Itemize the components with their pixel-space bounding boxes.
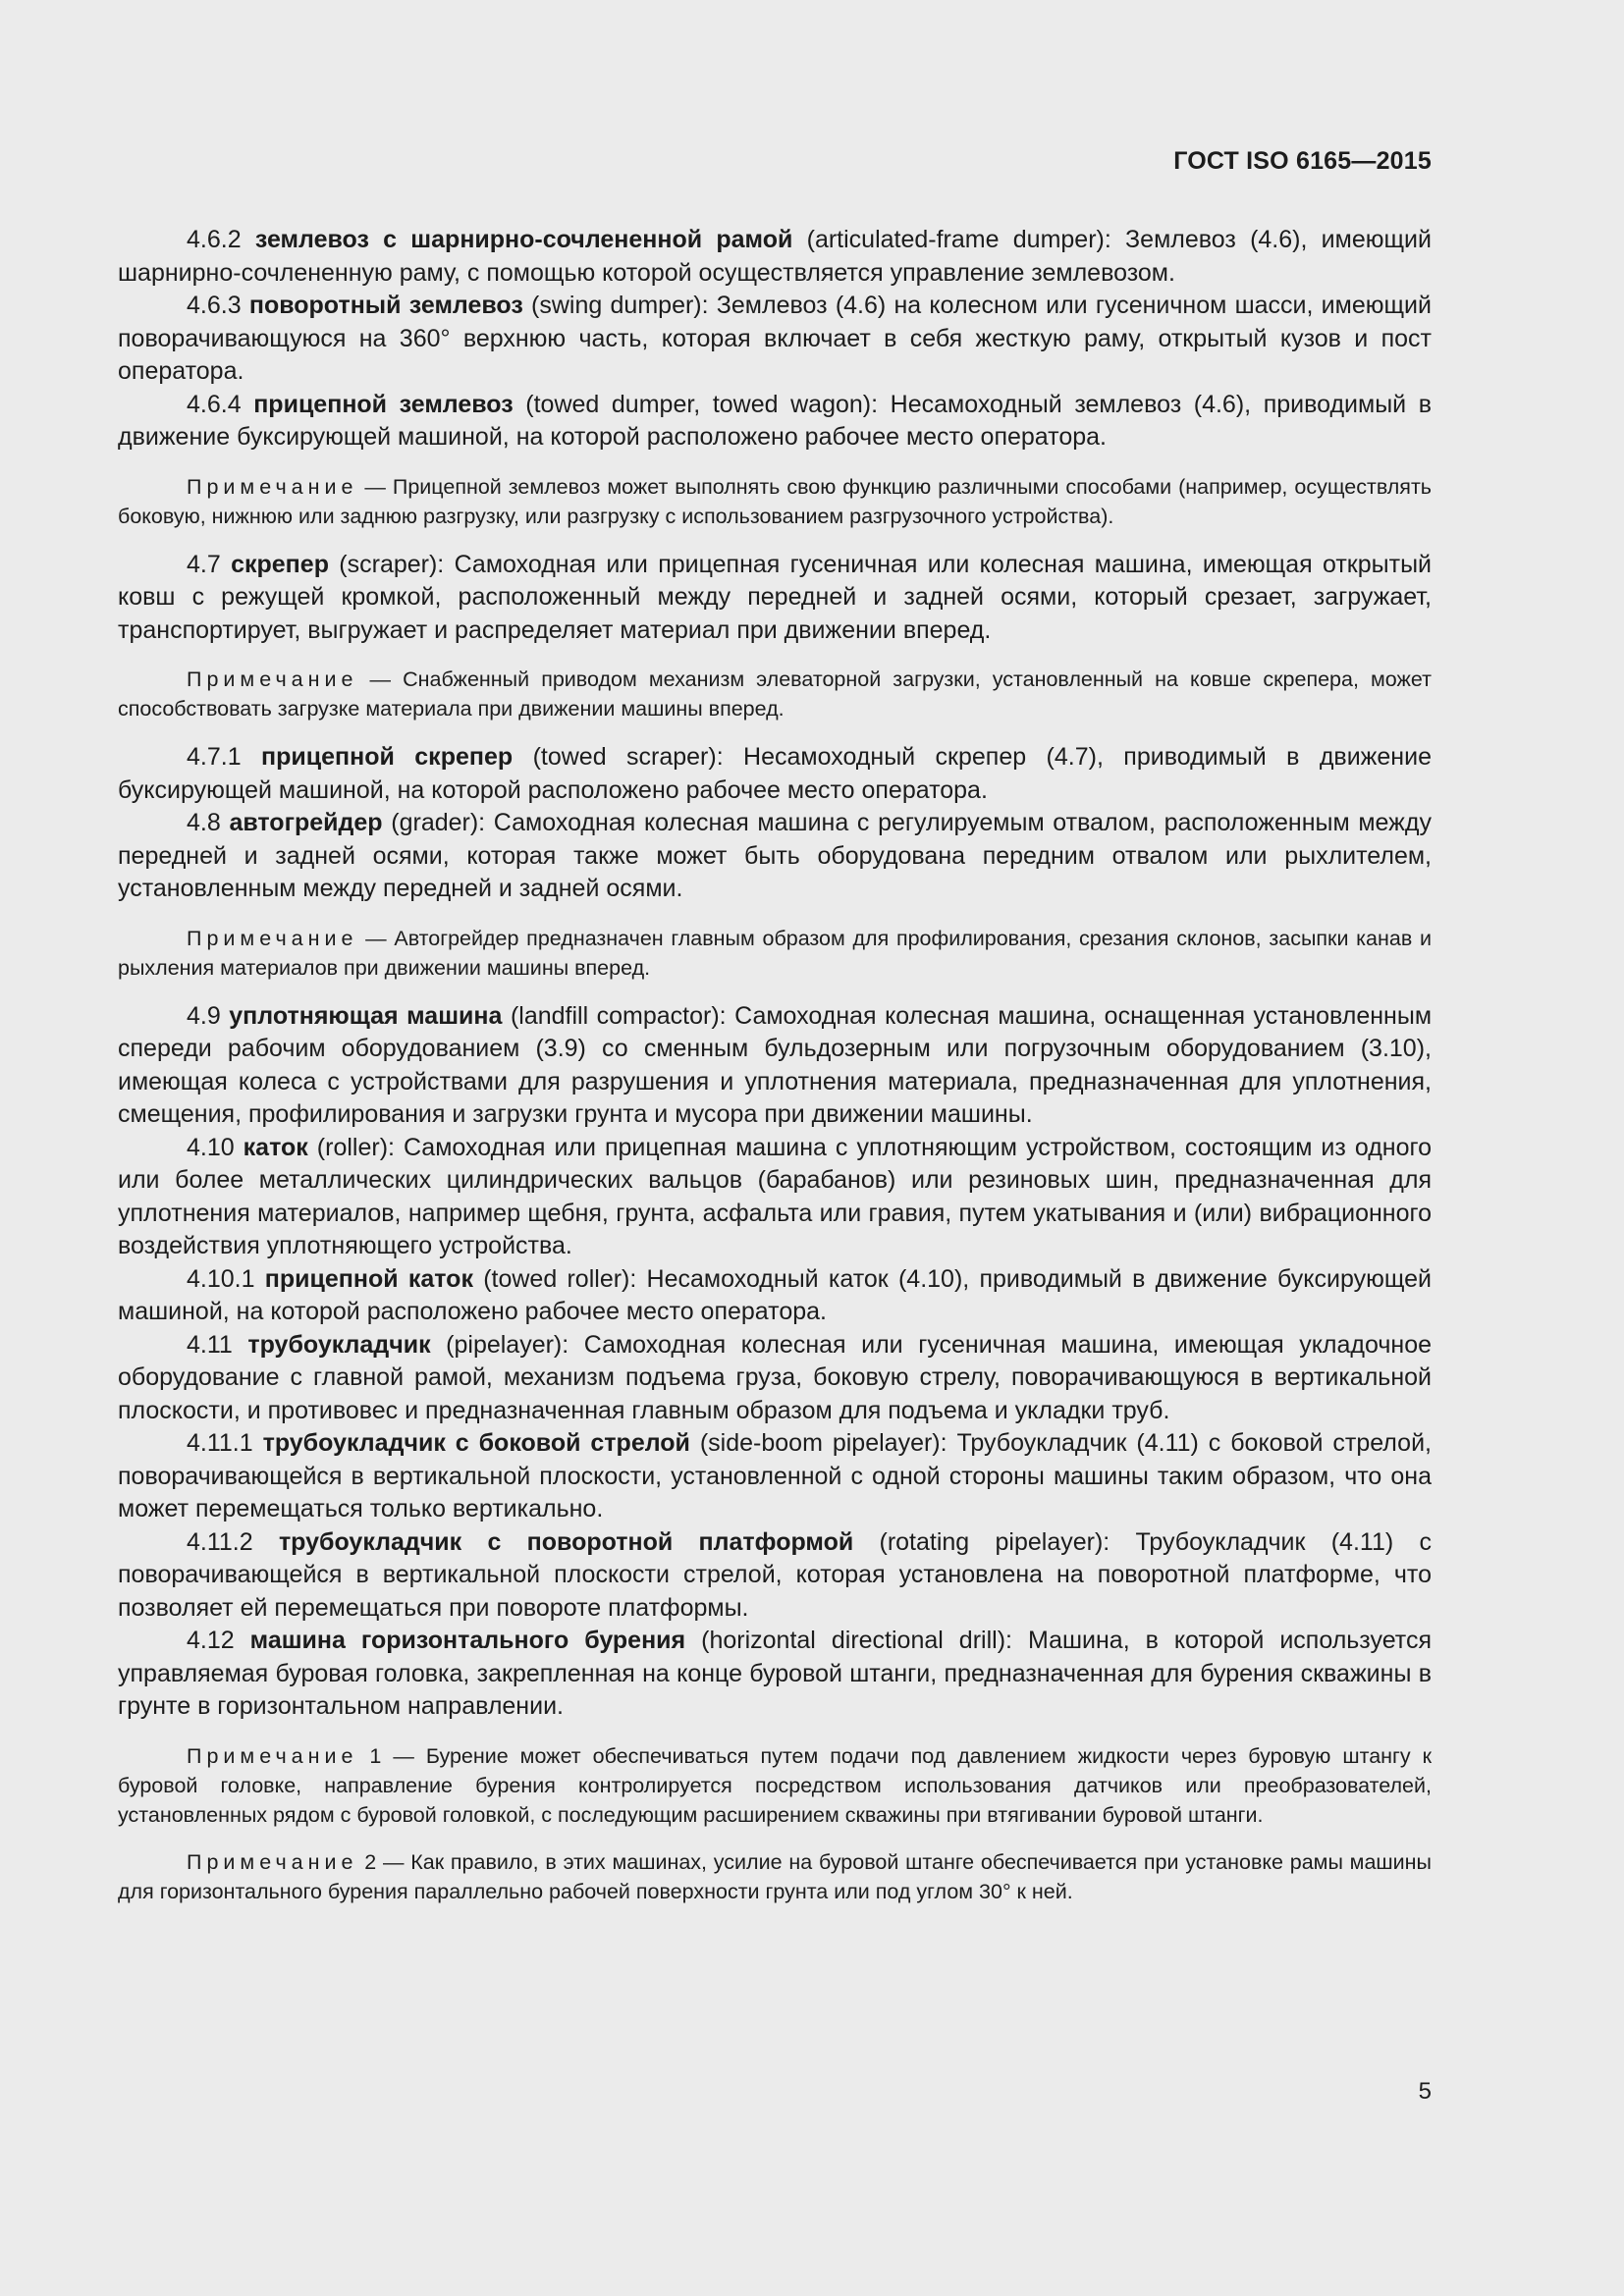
clause-number: 4.9: [187, 1001, 230, 1030]
term: трубоукладчик с поворотной платформой: [278, 1527, 854, 1556]
note-4-12-2: [118, 1847, 1432, 1906]
definition-4-11-2: [118, 1526, 1432, 1626]
note-4-7: [118, 665, 1432, 723]
definition-text: (towed scraper): Несамоходный скрепер (4.7), приводимый в движение буксирующей машиной, на которой расположено рабочее место оператора.: [118, 743, 1432, 804]
document-page: [118, 0, 1432, 2296]
definition-4-6-4: [118, 389, 1432, 454]
term: скрепер: [231, 550, 329, 578]
term: уплотняющая машина: [229, 1001, 503, 1030]
note-text: 2 — Как правило, в этих машинах, усилие на буровой штанге обеспечивается при установке рамы машины для горизонтального бурения параллельно рабочей поверхности грунта или под углом 30° к ней.: [118, 1849, 1432, 1903]
definition-text: (towed dumper, towed wagon): Несамоходный землевоз (4.6), приводимый в движение буксирующей машиной, на которой расположено рабочее место оператора.: [118, 390, 1433, 451]
term: автогрейдер: [229, 809, 383, 836]
note-text: — Прицепной землевоз может выполнять свою функцию различными способами (например, осуществлять боковую, нижнюю или заднюю разгрузку, или разгрузку с использованием разгрузочного устройства).: [118, 474, 1432, 528]
clause-number: 4.6.3: [187, 292, 249, 319]
note-label: Примечание: [187, 926, 358, 950]
document-body: [118, 224, 1432, 1924]
term: поворотный землевоз: [248, 292, 523, 319]
definition-text: (landfill compactor): Самоходная колесная машина, оснащенная установленным спереди рабочим оборудованием (3.9) со сменным бульдозерным или погрузочным оборудованием (3.10), имеющая колеса с устройствами для разрушения и уплотнения материала, предназначенная для уплотнения, смещения, профилирования и загрузки грунта и мусора при движении машины.: [118, 1001, 1433, 1128]
definition-text: (grader): Самоходная колесная машина с регулируемым отвалом, расположенным между передней и задней осями, которая также может быть оборудована передним отвалом или рыхлителем, установленным между передней и задней осями.: [118, 809, 1432, 902]
note-4-8: [118, 924, 1432, 983]
term: прицепной каток: [264, 1264, 473, 1293]
term: землевоз с шарнирно-сочлененной рамой: [254, 226, 793, 253]
definition-text: (pipelayer): Самоходная колесная или гусеничная машина, имеющая укладочное оборудование с главной рамой, механизм подъема груза, боковую стрелу, поворачивающуюся в вертикальной плоскости, и противовес и предназначенная главным образом для подъема и укладки труб.: [118, 1330, 1433, 1424]
definition-4-6-3: [118, 290, 1432, 389]
clause-number: 4.11: [187, 1330, 248, 1359]
clause-number: 4.8: [187, 809, 230, 836]
definition-4-7-1: [118, 741, 1432, 807]
clause-number: 4.11.2: [187, 1527, 279, 1556]
note-text: — Снабженный приводом механизм элеваторной загрузки, установленный на ковше скрепера, может способствовать загрузке материала при движении машины вперед.: [118, 667, 1432, 721]
clause-number: 4.10: [187, 1133, 244, 1161]
clause-number: 4.7.1: [187, 743, 262, 771]
definition-4-7: [118, 549, 1432, 648]
definition-text: (rotating pipelayer): Трубоукладчик (4.11) с поворачивающейся в вертикальной плоскости стрелой, которая установлена на поворотной платформе, что позволяет ей перемещаться при повороте платформы.: [118, 1527, 1432, 1622]
clause-number: 4.6.4: [187, 390, 254, 418]
clause-number: 4.7: [187, 550, 232, 578]
note-label: Примечание: [187, 474, 358, 499]
term: каток: [243, 1133, 308, 1161]
definition-4-9: [118, 1000, 1432, 1132]
note-label: Примечание: [187, 1849, 358, 1874]
page-number: 5: [1418, 2078, 1432, 2105]
note-4-6-4: [118, 472, 1432, 531]
definition-text: (towed roller): Несамоходный каток (4.10), приводимый в движение буксирующей машиной, на которой расположено рабочее место оператора.: [118, 1264, 1433, 1325]
term: прицепной скрепер: [261, 743, 514, 771]
term: машина горизонтального бурения: [249, 1627, 686, 1654]
definition-text: (swing dumper): Землевоз (4.6) на колесном или гусеничном шасси, имеющий поворачивающуюся на 360° верхнюю часть, которая включает в себя жесткую раму, открытый кузов и пост оператора.: [118, 292, 1432, 385]
definition-4-11: [118, 1329, 1432, 1428]
definition-4-6-2: [118, 224, 1432, 290]
definition-4-10: [118, 1132, 1432, 1263]
clause-number: 4.6.2: [187, 226, 255, 253]
note-text: 1 — Бурение может обеспечиваться путем подачи под давлением жидкости через буровую штангу к буровой головке, направление бурения контролируется посредством использования датчиков или преобразователей, установленных рядом с буровой головкой, с последующим расширением скважины при втягивании буровой штанги.: [118, 1743, 1432, 1827]
definition-4-12: [118, 1625, 1432, 1724]
definition-text: (side-boom pipelayer): Трубоукладчик (4.11) с боковой стрелой, поворачивающейся в вертикальной плоскости, установленной с одной стороны машины таким образом, что она может перемещаться только вертикально.: [118, 1429, 1432, 1522]
definition-text: (roller): Самоходная или прицепная машина с уплотняющим устройством, состоящим из одного или более металлических цилиндрических вальцов (барабанов) или резиновых шин, предназначенная для уплотнения материалов, например щебня, грунта, асфальта или гравия, путем укатывания и (или) вибрационного воздействия уплотняющего устройства.: [118, 1133, 1432, 1259]
definition-text: (articulated-frame dumper): Землевоз (4.6), имеющий шарнирно-сочлененную раму, с помощью которой осуществляется управление землевозом.: [118, 226, 1432, 287]
note-4-12-1: [118, 1741, 1432, 1830]
clause-number: 4.11.1: [187, 1429, 263, 1457]
clause-number: 4.10.1: [187, 1264, 265, 1293]
term: трубоукладчик с боковой стрелой: [262, 1429, 690, 1457]
clause-number: 4.12: [187, 1627, 250, 1654]
note-label: Примечание: [187, 1743, 358, 1768]
definition-4-10-1: [118, 1263, 1432, 1329]
definition-text: (horizontal directional drill): Машина, в которой используется управляемая буровая головка, закрепленная на конце буровой штанги, предназначенная для бурения скважины в грунте в горизонтальном направлении.: [118, 1627, 1432, 1720]
definition-text: (scraper): Самоходная или прицепная гусеничная или колесная машина, имеющая открытый ковш с режущей кромкой, расположенный между передней и задней осями, который срезает, загружает, транспортирует, выгружает и распределяет материал при движении вперед.: [118, 550, 1432, 644]
note-label: Примечание: [187, 667, 358, 691]
term: прицепной землевоз: [253, 390, 514, 418]
note-text: — Автогрейдер предназначен главным образом для профилирования, срезания склонов, засыпки канав и рыхления материалов при движении машины вперед.: [118, 926, 1432, 980]
definition-4-8: [118, 807, 1432, 906]
term: трубоукладчик: [247, 1330, 431, 1359]
definition-4-11-1: [118, 1427, 1432, 1526]
document-header: ГОСТ ISO 6165—2015: [1173, 147, 1432, 175]
